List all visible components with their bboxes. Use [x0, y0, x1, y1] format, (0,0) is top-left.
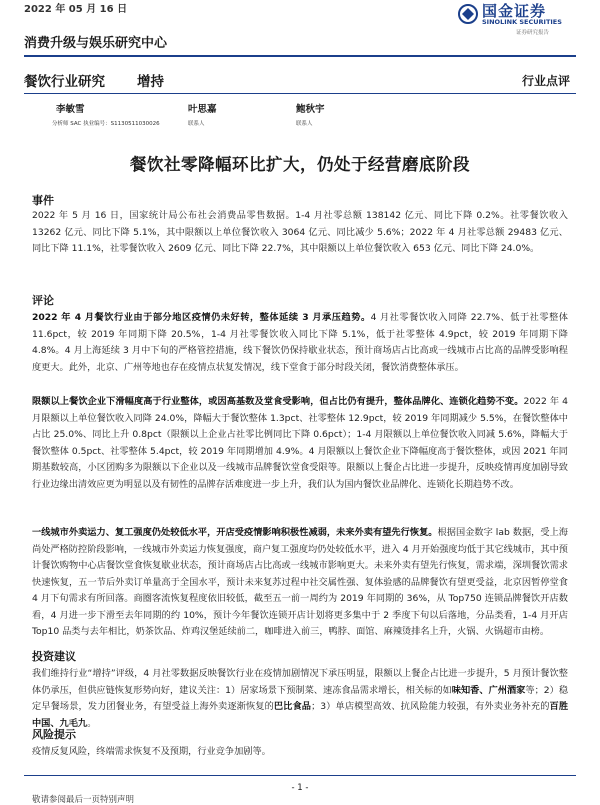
sector-name: 餐饮行业研究: [24, 74, 105, 90]
comment-lead-1: 2022 年 4 月餐饮行业由于部分地区疫情仍未好转，整体延续 3 月承压趋势。: [32, 312, 371, 323]
sector-divider: [24, 93, 576, 94]
department-name: 消费升级与娱乐研究中心: [24, 36, 168, 51]
logo-chinese-name: 国金证券: [482, 2, 547, 20]
investment-heading: 投资建议: [32, 650, 76, 663]
logo-english-name: SINOLINK SECURITIES: [482, 18, 562, 26]
comment-lead-3: 一线城市外卖运力、复工强度仍处较低水平，开店受疫情影响积极性减弱，未来外卖有望先行恢复。: [32, 527, 438, 538]
author-role: 分析师 SAC 执业编号：S1130511030026: [52, 121, 160, 127]
author-name: 叶思嘉: [188, 104, 217, 115]
comment-body-1: 4 月社零餐饮收入同降 22.7%、低于社零整体 11.6pct，较 2019 年同期下降 20.5%，1-4 月社零餐饮收入同比下降 5.1%，低于社零整体 4.9pct，较 2019 年同期下降 4.8%。4 月上海延续 3 月中下旬的严格管控措施，线下餐饮仍保持歇业状态，预计商场店占比高或一线城市占比高的品牌受影响程度更大。此外，北京、广州等地也存在疫情点状复发情况，线下堂食于部分时段关闭，餐饮消费整体承压。: [32, 312, 568, 373]
rating-label: 增持: [137, 74, 164, 90]
author-name: 鲍秋宇: [296, 104, 325, 115]
event-paragraph: 2022 年 5 月 16 日，国家统计局公布社会消费品零售数据。1-4 月社零总额 138142 亿元、同比下降 0.2%。社零餐饮收入 13262 亿元、同比下降 5.1%，其中限额以上单位餐饮收入 3064 亿元、同比减少 5.6%；2022 年 4 月社零总额 29483 亿元、同比下降 11.1%，社零餐饮收入 2609 亿元、同比下降 22.7%，其中限额以上单位餐饮收入 653 亿元、同比下降 24.0%。: [32, 210, 568, 254]
footer-disclaimer: 敬请参阅最后一页特别声明: [32, 795, 135, 805]
investment-text-2: 等；2）稳定早餐场景，发力团餐业务，有望受益上海外卖逐渐恢复的: [32, 684, 569, 712]
report-title: 餐饮社零降幅环比扩大，仍处于经营磨底阶段: [130, 155, 470, 174]
author-block-3: [296, 101, 325, 127]
report-date: 2022 年 05 月 16 日: [24, 4, 128, 15]
investment-text-4: 。: [87, 717, 97, 729]
comment-paragraph-2: [32, 394, 568, 493]
page-number: - 1 -: [291, 783, 309, 793]
sinolink-logo-icon: [458, 4, 478, 24]
document-type: 行业点评: [521, 74, 570, 88]
author-name: 李敏雪: [56, 104, 85, 115]
stock-names-3: 百胜中国、九毛九: [32, 701, 569, 729]
author-role: 联系人: [188, 121, 205, 127]
footer-divider: [24, 775, 576, 776]
header-divider: [24, 55, 576, 57]
author-block-1: [52, 101, 160, 127]
comment-body-3: 根据国金数字 lab 数据，受上海尚处严格防控阶段影响，一线城市外卖运力恢复强度，商户复工强度均仍处较低水平，进入 4 月开始强度均低于其它线城市，其中预计餐饮购物中心店餐饮堂食恢复歇业状态，预计商场店占比高或一线城市影响更大。未来外卖有望先行恢复，需求端，深圳餐饮需求快速恢复，五一节后外卖订单量高于全国水平，预计未来复苏过程中社交属性强、复体验感的品牌餐饮有望更受益，北京因暂停堂食 4 月下旬需求有所回落。商圈客流恢复程度依旧较低，截至五一前一周约为 2019 年同期的 36%，从 Top750 连锁品牌餐饮开店数看，4 月进一步下滑至去年同期的约 10%，预计今年餐饮连锁开店计划将更多集中于 2 季度下旬以后落地，分品类看，1-4 月开店 Top10 品类与去年相比，奶茶饮品、炸鸡汉堡延续前二，咖啡进入前三，鸭脖、面馆、麻辣烫排名上升，火锅、火锅超市由榜。: [32, 527, 568, 637]
investment-paragraph: [32, 666, 568, 732]
logo-subtitle: 证券研究报告: [516, 30, 550, 36]
author-role: 联系人: [296, 121, 313, 127]
stock-name-2: 巴比食品: [273, 701, 312, 712]
risk-paragraph: 疫情反复风险，终端需求恢复不及预期，行业竞争加剧等。: [32, 746, 271, 757]
investment-text-3: ；3）单店模型高效、抗风险能力较强，有外卖业务补充的: [311, 701, 550, 712]
comment-heading: 评论: [32, 294, 54, 307]
stock-names-1: 味知香、广州酒家: [451, 684, 526, 696]
investment-text-1: 我们维持行业“增持”评级，4 月社零数据反映餐饮行业在疫情加剧情况下承压明显，限额以上餐企占比进一步提升，5 月预计餐饮整体仍承压，但供应链恢复形势向好，建议关注：1）居家场景下预制菜、速冻食品需求增长，相关标的如: [32, 668, 568, 696]
comment-body-2: 2022 年 4 月限额以上单位餐饮收入同降 24.0%，降幅大于餐饮整体 1.3pct、社零整体 12.9pct，较 2019 年同期减少 5.5%，在餐饮整体中占比 25.0%、同比上升 0.8pct（限额以上企业占社零比例同比下降 0.6pct）；1-4 月限额以上单位餐饮收入同减 5.6%，降幅大于餐饮整体 0.5pct、社零整体 5.4pct，较 2019 年同期增加 4.9%。4 月限额以上餐饮企业下降幅度高于餐饮整体，或因 2021 年同期基数较高，小区团购多为限额以下企业以及一线城市品牌餐饮堂食受限等。限额以上餐企占比进一步提升，反映疫情再度加剧导致行业边缘出清效应更为明显以及有韧性的品牌存活难度进一步上升，我们认为国内餐饮业品牌化、连锁化长期趋势不改。: [32, 396, 568, 490]
author-block-2: [188, 101, 217, 127]
event-heading: 事件: [32, 194, 54, 207]
comment-lead-2: 限额以上餐饮企业下滑幅度高于行业整体，或因高基数及堂食受影响，但占比仍有提升，整体品牌化、连锁化趋势不变。: [32, 396, 524, 407]
company-logo: [456, 0, 596, 36]
risk-heading: 风险提示: [32, 728, 76, 741]
comment-paragraph-3: [32, 525, 568, 641]
comment-paragraph-1: [32, 310, 568, 376]
